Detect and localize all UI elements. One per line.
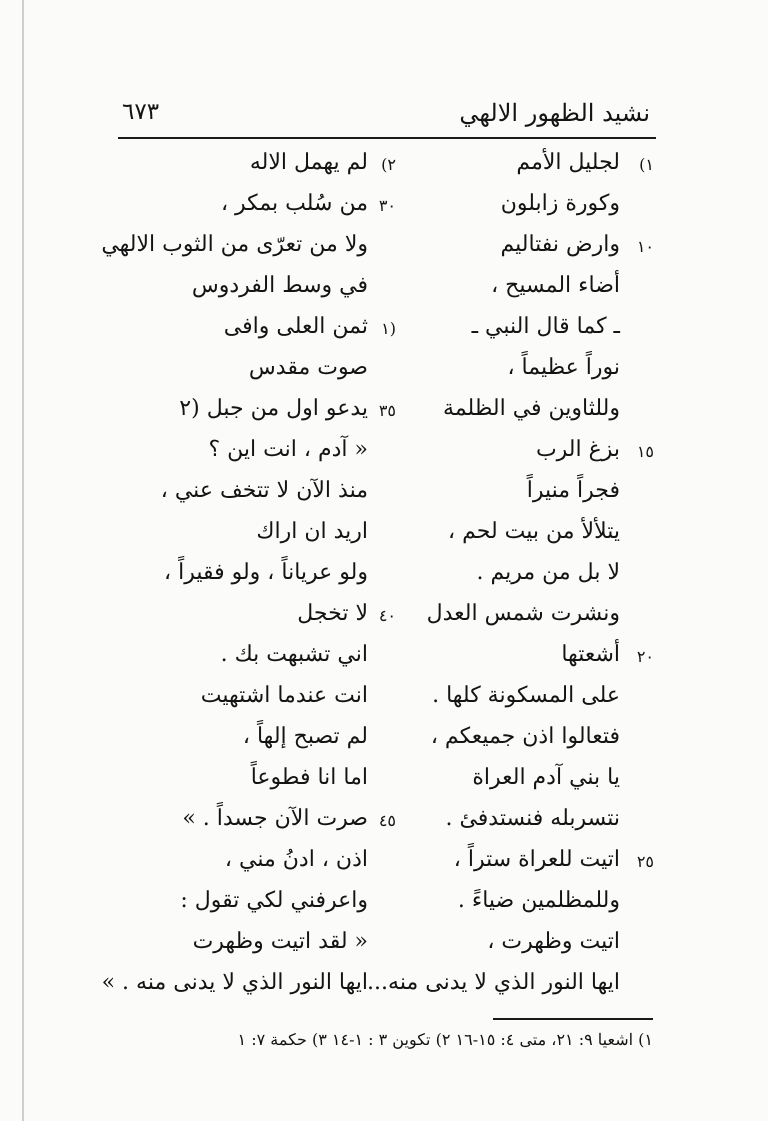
verse-row: [0, 145, 768, 185]
line-number-center: ٤٠: [378, 606, 396, 625]
verse-left: يدعو اول من جبل (٢: [179, 396, 368, 421]
line-number-center: ٢): [381, 155, 396, 174]
verse-row: [0, 268, 768, 308]
line-number-right: ١٥: [636, 442, 654, 461]
verse-right: نتسربله فنستدفئ .: [445, 806, 620, 831]
line-number-center: ٣٥: [378, 401, 396, 420]
line-number-center: ٣٠: [378, 196, 396, 215]
verse-right: وللثاوين في الظلمة: [443, 396, 620, 421]
verse-right: وللمظلمين ضياءً .: [457, 888, 620, 913]
verse-left: في وسط الفردوس: [191, 273, 368, 298]
verse-right: نوراً عظيماً ،: [507, 355, 620, 380]
verse-left: منذ الآن لا تتخف عني ،: [160, 478, 368, 503]
verse-left: لا تخجل: [297, 601, 368, 626]
verse-row: [0, 637, 768, 677]
verse-right: وكورة زابلون: [500, 191, 620, 216]
verse-right: فجراً منيراً: [526, 478, 620, 503]
verse-right: اتيت للعراة ستراً ،: [453, 847, 620, 872]
footnotes: ١) اشعيا ٩: ٢١، متى ٤: ١٥-١٦ ٢) تكوين ٣ : ١-١٤ ٣) حكمة ٧: ١: [237, 1030, 653, 1049]
verse-right: ونشرت شمس العدل: [426, 601, 620, 626]
verse-right: فتعالوا اذن جميعكم ،: [430, 724, 620, 749]
verse-right: وارض نفتاليم: [500, 232, 620, 257]
verse-left: صرت الآن جسداً . »: [182, 806, 368, 831]
verse-left: واعرفني لكي تقول :: [180, 888, 368, 913]
line-number-right: ١): [639, 155, 654, 174]
verse-left: اريد ان اراك: [256, 519, 368, 544]
verse-left: من سُلب بمكر ،: [220, 191, 368, 216]
verse-right: اتيت وظهرت ،: [487, 929, 620, 954]
verse-right: لا بل من مريم .: [476, 560, 620, 585]
verse-row: [0, 719, 768, 759]
verse-right: لجليل الأمم: [516, 150, 620, 175]
running-title: نشيد الظهور الالهي: [459, 99, 650, 127]
verse-row: [0, 965, 768, 1005]
verse-right: يا بني آدم العراة: [472, 765, 620, 790]
verse-right: ايها النور الذي لا يدنى منه...: [367, 970, 620, 995]
verse-left: ولو عرياناً ، ولو فقيراً ،: [163, 560, 368, 585]
verse-right: أشعتها: [561, 642, 620, 667]
line-number-right: ٢٠: [636, 647, 654, 666]
verse-row: [0, 473, 768, 513]
verse-row: [0, 432, 768, 472]
verse-right: أضاء المسيح ،: [491, 273, 620, 298]
verse-row: [0, 883, 768, 923]
verse-row: [0, 596, 768, 636]
verse-left: « آدم ، انت اين ؟: [208, 437, 368, 462]
verse-left: اذن ، ادنُ مني ،: [224, 847, 368, 872]
verse-left: لم يهمل الاله: [249, 150, 368, 175]
verse-row: [0, 309, 768, 349]
verse-row: [0, 801, 768, 841]
verse-right: على المسكونة كلها .: [432, 683, 620, 708]
verse-left: اني تشبهت بك .: [220, 642, 368, 667]
verse-right: يتلألأ من بيت لحم ،: [448, 519, 620, 544]
verse-row: [0, 924, 768, 964]
verse-left: لم تصبح إلهاً ،: [242, 724, 368, 749]
verse-row: [0, 678, 768, 718]
verse-left: ولا من تعرّى من الثوب الالهي: [101, 232, 368, 257]
line-number-right: ٢٥: [636, 852, 654, 871]
footnote-rule: [493, 1018, 653, 1020]
verse-left: انت عندما اشتهيت: [200, 683, 368, 708]
verse-row: [0, 186, 768, 226]
verse-right: ـ كما قال النبي ـ: [471, 314, 620, 339]
verse-left: ثمن العلى وافى: [223, 314, 368, 339]
verse-left: صوت مقدس: [248, 355, 368, 380]
verse-row: [0, 842, 768, 882]
verse-row: [0, 350, 768, 390]
line-number-right: ١٠: [636, 237, 654, 256]
verse-row: [0, 391, 768, 431]
line-number-center: ٤٥: [378, 811, 396, 830]
verse-row: [0, 227, 768, 267]
page-number: ٦٧٣: [122, 99, 160, 125]
verse-right: بزغ الرب: [535, 437, 620, 462]
verse-row: [0, 555, 768, 595]
verse-left: « لقد اتيت وظهرت: [192, 929, 368, 954]
verse-left: ايها النور الذي لا يدنى منه . »: [101, 970, 368, 995]
footnote-marker: (١: [381, 319, 396, 338]
verse-left: اما انا فطوعاً: [250, 765, 368, 790]
verse-row: [0, 514, 768, 554]
verse-row: [0, 760, 768, 800]
